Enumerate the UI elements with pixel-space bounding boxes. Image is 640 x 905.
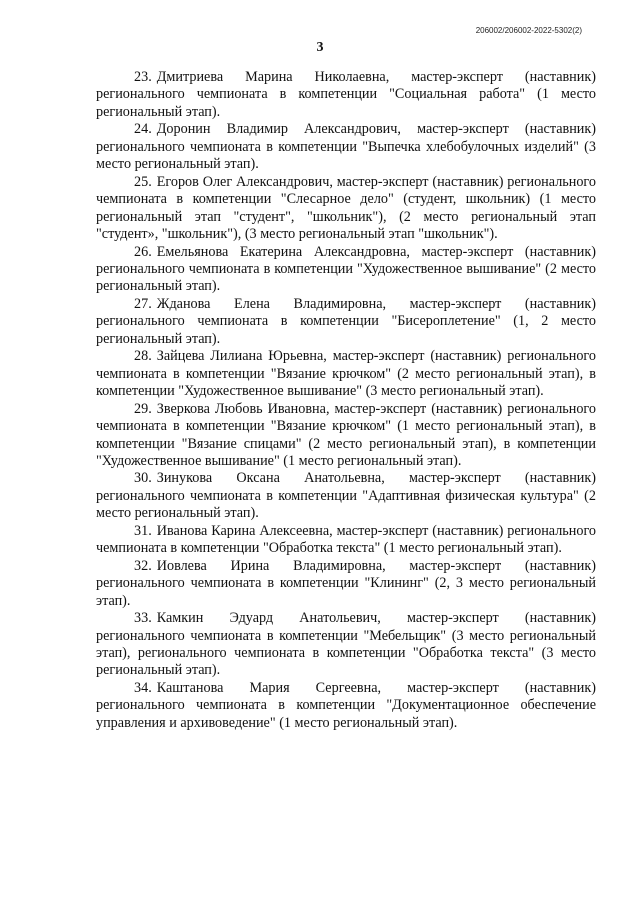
list-item — [96, 174, 596, 244]
list-item-text: Емельянова Екатерина Александровна, мастер-эксперт (наставник) регионального чемпионата в компетенции "Художественное вышивание" (2 место региональный этап). — [96, 243, 596, 295]
list-item-text: Зайцева Лилиана Юрьевна, мастер-эксперт (наставник) регионального чемпионата в компетенции "Вязание крючком" (2 место региональный этап), в компетенции "Художественное вышивание" (3 место региональный этап). — [96, 348, 596, 400]
list-item — [96, 523, 596, 558]
list-item-text: Зверкова Любовь Ивановна, мастер-эксперт (наставник) регионального чемпионата в компетенции "Вязание крючком" (1 место региональный этап), в компетенции "Вязание спицами" (2 место региональный этап), в компетенции "Художественное вышивание" (1 место региональный этап). — [96, 400, 596, 469]
list-item-number: 24. — [134, 121, 152, 138]
list-item-number: 32. — [134, 557, 152, 574]
list-item-number: 26. — [134, 243, 152, 260]
list-item — [96, 558, 596, 610]
list-item — [96, 296, 596, 348]
list-item-number: 29. — [134, 400, 152, 417]
list-item-text: Камкин Эдуард Анатольевич, мастер-эксперт (наставник) регионального чемпионата в компетенции "Мебельщик" (3 место региональный этап), регионального чемпионата в компетенции "Обработка текста" (3 место региональный этап). — [96, 610, 596, 679]
list-item-number: 31. — [134, 522, 152, 539]
list-item-number: 30. — [134, 470, 152, 487]
list-item-text: Зинукова Оксана Анатольевна, мастер-эксперт (наставник) регионального чемпионата в компетенции "Адаптивная физическая культура" (2 место региональный этап). — [96, 470, 596, 522]
list-item-text: Иванова Карина Алексеевна, мастер-эксперт (наставник) регионального чемпионата в компетенции "Обработка текста" (1 место региональный этап). — [96, 522, 596, 557]
list-item — [96, 610, 596, 680]
page-number: 3 — [316, 40, 324, 55]
list-item — [96, 401, 596, 471]
list-item — [96, 121, 596, 173]
list-item — [96, 470, 596, 522]
list-item-text: Каштанова Мария Сергеевна, мастер-эксперт (наставник) регионального чемпионата в компетенции "Документационное обеспечение управления и архивоведение" (1 место региональный этап). — [96, 679, 596, 731]
list-item-number: 33. — [134, 610, 152, 627]
document-id: 206002/206002-2022-5302(2) — [475, 26, 582, 35]
list-item-text: Доронин Владимир Александрович, мастер-эксперт (наставник) регионального чемпионата в компетенции "Выпечка хлебобулочных изделий" (3 место региональный этап). — [96, 121, 596, 173]
list-item-number: 34. — [134, 679, 152, 696]
list-item — [96, 680, 596, 732]
document-body — [96, 69, 596, 732]
list-item-text: Егоров Олег Александрович, мастер-эксперт (наставник) регионального чемпионата в компетенции "Слесарное дело" (студент, школьник) (1 место региональный этап "студент", "школьник"), (2 место региональный этап "студент», "школьник"), (3 место региональный этап "школьник"). — [96, 173, 596, 243]
list-item-number: 28. — [134, 348, 152, 365]
list-item-text: Иовлева Ирина Владимировна, мастер-эксперт (наставник) регионального чемпионата в компетенции "Клининг" (2, 3 место региональный этап). — [96, 557, 596, 609]
list-item — [96, 69, 596, 121]
list-item-number: 27. — [134, 295, 152, 312]
list-item — [96, 348, 596, 400]
list-item-text: Жданова Елена Владимировна, мастер-эксперт (наставник) регионального чемпионата в компетенции "Бисероплетение" (1, 2 место региональный этап). — [96, 295, 596, 347]
list-item — [96, 244, 596, 296]
list-item-number: 23. — [134, 69, 152, 85]
list-item-number: 25. — [134, 173, 152, 190]
list-item-text: Дмитриева Марина Николаевна, мастер-эксперт (наставник) регионального чемпионата в компетенции "Социальная работа" (1 место региональный этап). — [96, 69, 596, 120]
